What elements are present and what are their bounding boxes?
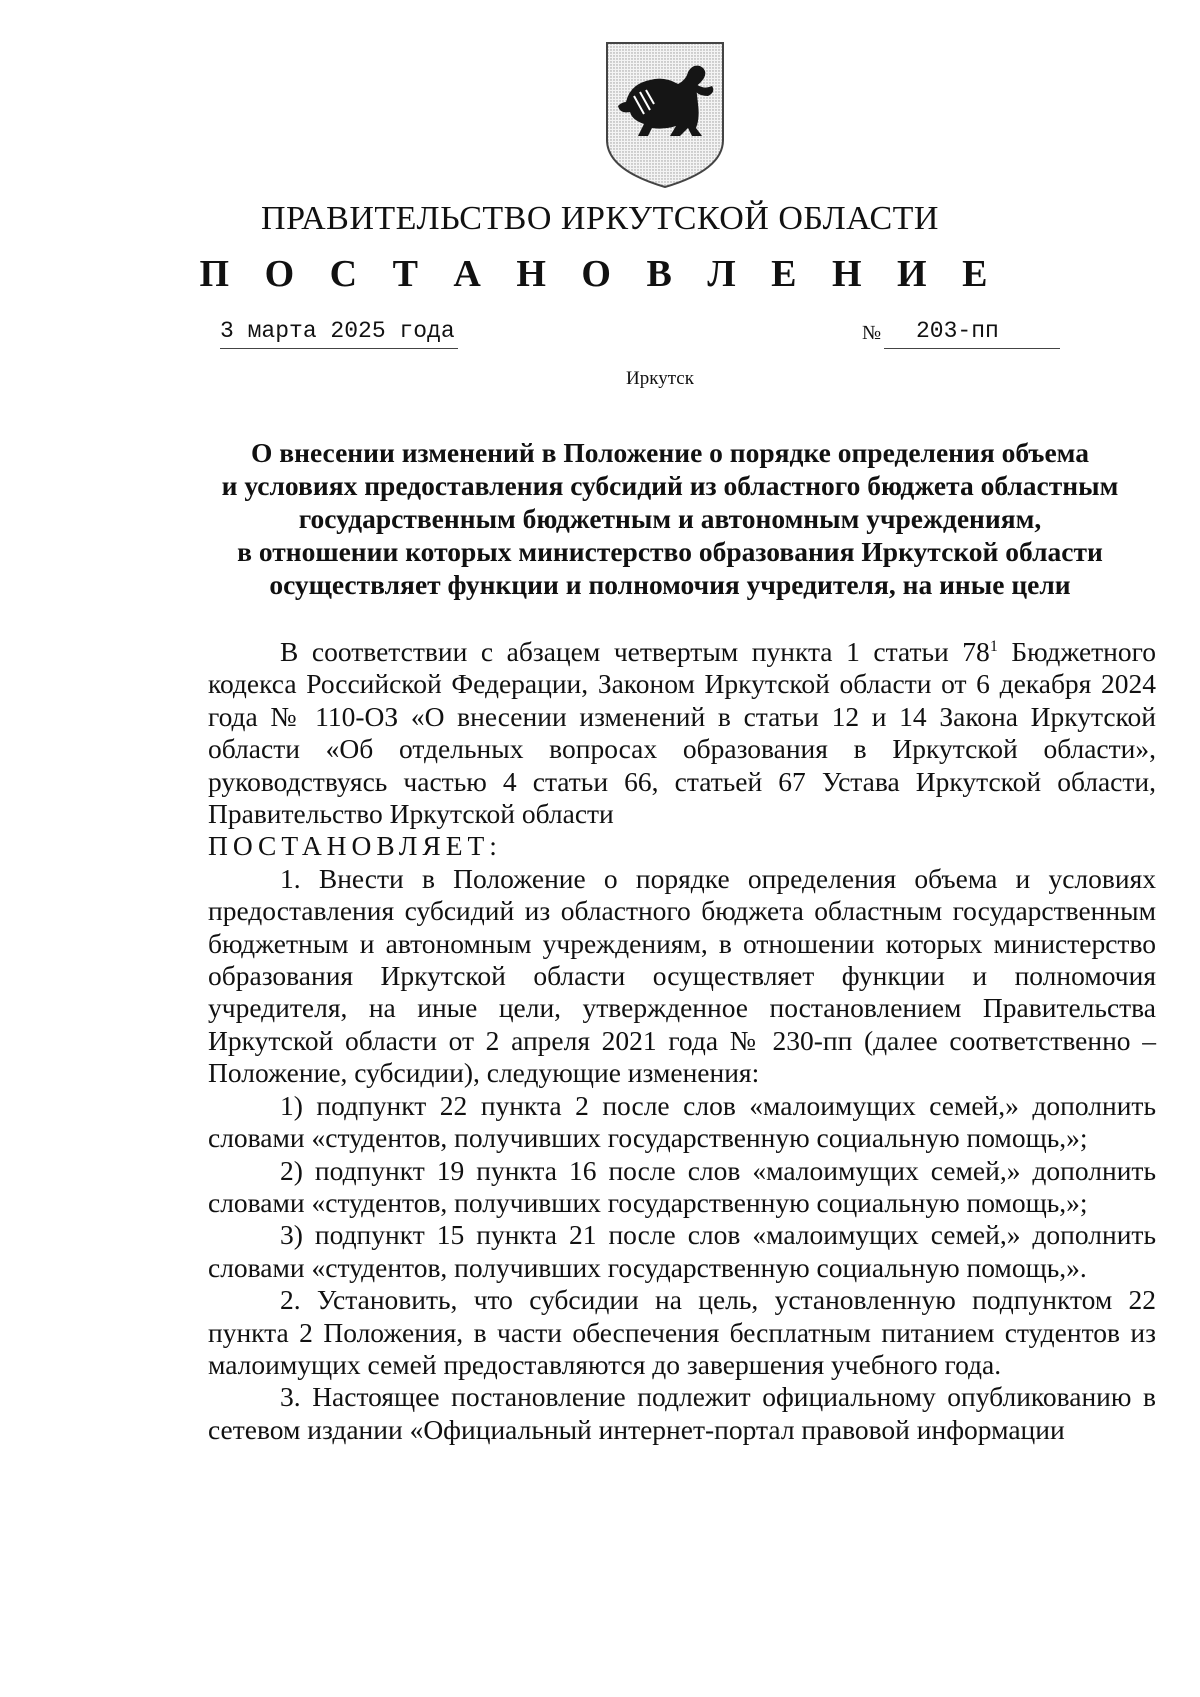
- subparagraph-3: 3) подпункт 15 пункта 21 после слов «малоимущих семей,» дополнить словами «студентов, получивших государственную социальную помощь,».: [208, 1219, 1156, 1283]
- subparagraph-1: 1) подпункт 22 пункта 2 после слов «малоимущих семей,» дополнить словами «студентов, получивших государственную социальную помощь,»;: [208, 1089, 1156, 1154]
- subparagraph-2: 2) подпункт 19 пункта 16 после слов «малоимущих семей,» дополнить словами «студентов, получивших государственную социальную помощь,»;: [208, 1154, 1156, 1218]
- document-body: [208, 636, 1156, 1446]
- document-title: [200, 436, 1140, 601]
- city-name: Иркутск: [626, 368, 694, 389]
- title-line: государственным бюджетным и автономным учреждениям,: [298, 503, 1042, 534]
- preamble-text-b: Бюджетного кодекса Российской Федерации, Законом Иркутской области от 6 декабря 2024 года № 110-ОЗ «О внесении изменений в статьи 12 и 14 Закона Иркутской области «Об отдельных вопросах образования в Иркутской области», руководствуясь частью 4 статьи 66, статьей 67 Устава Иркутской области, Правительство Иркутской области: [208, 636, 1156, 830]
- paragraph-3: 3. Настоящее постановление подлежит официальному опубликованию в сетевом издании «Официальный интернет-портал правовой информации: [208, 1381, 1156, 1445]
- date-underline: [220, 348, 458, 349]
- title-line: в отношении которых министерство образования Иркутской области: [237, 536, 1103, 567]
- title-line: О внесении изменений в Положение о порядке определения объема: [251, 437, 1089, 468]
- coat-of-arms-emblem: [604, 40, 726, 190]
- paragraph-2: 2. Установить, что субсидии на цель, установленную подпунктом 22 пункта 2 Положения, в части обеспечения бесплатным питанием студентов из малоимущих семей предоставляются до завершения учебного года.: [208, 1284, 1156, 1380]
- preamble-paragraph: [208, 636, 1156, 830]
- document-date: 3 марта 2025 года: [220, 318, 455, 344]
- document-type: П О С Т А Н О В Л Е Н И Е: [199, 253, 1001, 295]
- resolves-heading: ПОСТАНОВЛЯЕТ:: [208, 830, 502, 862]
- preamble-text-a: В соответствии с абзацем четвертым пункта 1 статьи 78: [280, 636, 990, 667]
- title-line: и условиях предоставления субсидий из областного бюджета областным: [221, 470, 1119, 501]
- government-name: ПРАВИТЕЛЬСТВО ИРКУТСКОЙ ОБЛАСТИ: [261, 200, 939, 237]
- paragraph-1: 1. Внести в Положение о порядке определения объема и условиях предоставления субсидий из областного бюджета областным государственным бюджетным и автономным учреждениям, в отношении которых министерство образования Иркутской области осуществляет функции и полномочия учредителя, на иные цели, утвержденное постановлением Правительства Иркутской области от 2 апреля 2021 года № 230-пп (далее соответственно – Положение, субсидии), следующие изменения:: [208, 862, 1156, 1089]
- title-line: осуществляет функции и полномочия учредителя, на иные цели: [269, 569, 1071, 600]
- document-number: 203-пп: [916, 318, 999, 344]
- number-sign: №: [862, 322, 882, 344]
- number-underline: [884, 348, 1060, 349]
- preamble-superscript: 1: [989, 638, 998, 655]
